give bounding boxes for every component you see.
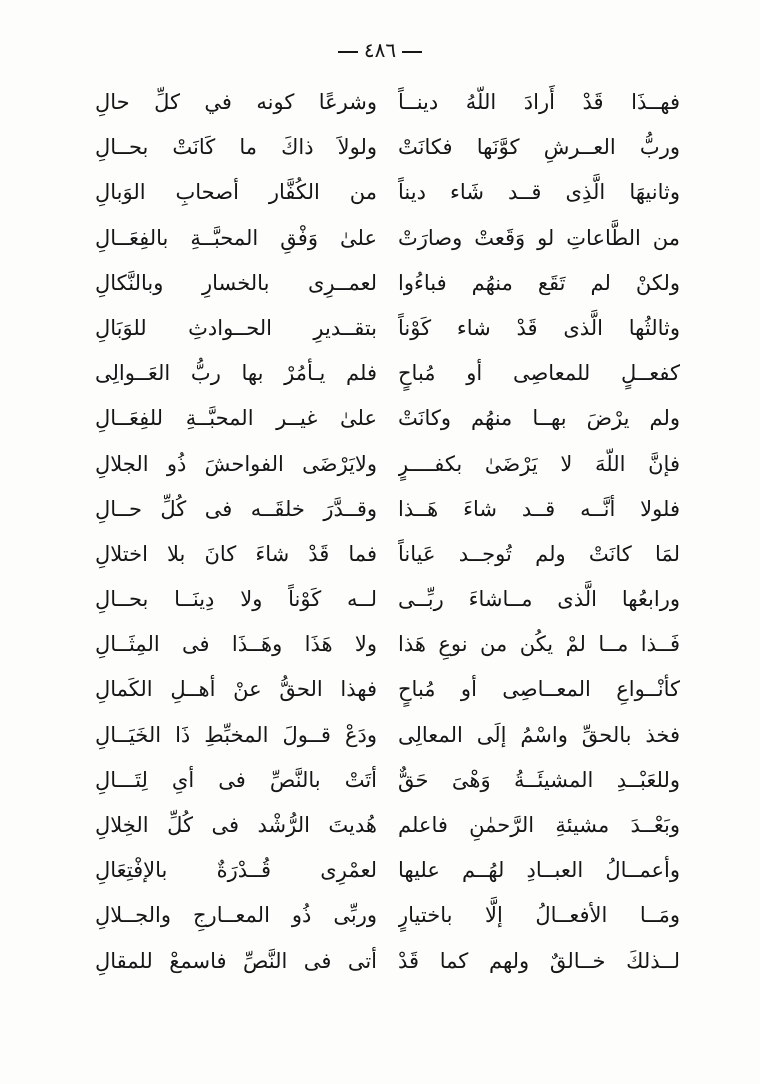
verse-first-hemistich: كأنْــواعِ المعــاصِى أو مُباحٍ [398, 677, 680, 702]
verse-second-hemistich: فهذا الحقُّ عنْ أهــلِ الكَمالِ [95, 677, 377, 702]
verse-second-hemistich: علىٰ غيــر المحبَّــةِ للفِعَــالِ [95, 406, 377, 431]
verse-second-hemistich: فلم يـأمُرْ بها ربُّ العَــوالِى [95, 361, 377, 386]
verse [95, 532, 680, 577]
verse-second-hemistich: لــه كَوْناً ولا دِينَــا بحــالِ [95, 587, 377, 612]
verse-second-hemistich: ولولاَ ذاكَ ما كَانَتْ بحــالِ [95, 135, 377, 160]
verse [95, 216, 680, 261]
verse-first-hemistich: وبَعْــدَ مشيئةِ الرَّحمٰنِ فاعلم [398, 813, 680, 837]
verse [95, 80, 680, 125]
verse-second-hemistich: أتى فى النَّصِّ فاسمعْ للمقالِ [95, 948, 377, 973]
verse-second-hemistich: هُديتَ الرُّشْد فى كُلِّ الخِلالِ [95, 813, 377, 837]
verse [95, 261, 680, 306]
verse-first-hemistich: فخذ بالحقِّ واسْمُ إلَى المعالِى [398, 722, 680, 747]
page-number-dash-left [338, 51, 358, 53]
verse-first-hemistich: وثالثُها الَّذى قَدْ شاء كَوْناً [398, 315, 680, 340]
poem [95, 80, 680, 984]
verse-second-hemistich: أتَتْ بالنَّصِّ فى أىِ لِتَـــالِ [95, 767, 377, 792]
verse-first-hemistich: وأعمــالُ العبــادِ لهُــم عليها [398, 858, 680, 883]
verse [95, 713, 680, 758]
verse [95, 667, 680, 712]
verse-second-hemistich: ولا هَذَا وهَــذَا فى المِثَــالِ [95, 632, 377, 657]
verse-second-hemistich: لعمــرِى بالخسارِ وبالنَّكالِ [95, 270, 377, 295]
verse-first-hemistich: كفعــلٍ للمعاصِى أو مُباحٍ [398, 361, 680, 386]
verse-first-hemistich: ولم يرْضَ بهــا منهُم وكانَتْ [398, 406, 680, 431]
verse [95, 893, 680, 938]
verse-second-hemistich: وربِّى ذُو المعــارجِ والجــلالِ [95, 903, 377, 928]
verse-second-hemistich: فما قَدْ شاءَ كانَ بلا اختلالِ [95, 541, 377, 566]
verse-first-hemistich: لمَا كانَتْ ولم تُوجــد عَياناً [398, 541, 680, 566]
verse [95, 351, 680, 396]
verse-first-hemistich: ولكنْ لم تَقَع منهُم فباءُوا [398, 270, 680, 295]
verse-second-hemistich: وشرعًا كونه في كلِّ حالِ [95, 90, 377, 114]
verse-first-hemistich: فهــذَا قَدْ أَرادَ اللّهُ دينــاً [398, 90, 680, 114]
verse-first-hemistich: ومَــا الأفعــالُ إلَّا باختيارٍ [398, 903, 680, 928]
verse [95, 622, 680, 667]
verse-first-hemistich: وربُّ العــرشِ كوَّنَها فكانَتْ [398, 135, 680, 160]
verse-first-hemistich: وثانيهَا الَّذِى قــد شَاء ديناً [398, 180, 680, 205]
verse [95, 848, 680, 893]
page-number [0, 38, 760, 62]
verse [95, 758, 680, 803]
verse-second-hemistich: من الكُفَّار أصحابِ الوَبالِ [95, 180, 377, 205]
verse-second-hemistich: وقــدَّرَ خلقَــه فى كُلِّ حــالِ [95, 496, 377, 521]
verse-second-hemistich: علىٰ وَفْقِ المحبَّــةِ بالفِعَــالِ [95, 225, 377, 250]
verse-first-hemistich: وللعَبْــدِ المشيئَــةُ وَهْىَ حَقٌّ [398, 767, 680, 792]
verse [95, 577, 680, 622]
verse-first-hemistich: فلولا أنَّــه قــد شاءَ هَــذا [398, 496, 680, 521]
verse-first-hemistich: فإنَّ اللّهَ لا يَرْضَىٰ بكفــــرٍ [398, 451, 680, 476]
verse-second-hemistich: ودَعْ قــولَ المخبِّطِ ذَا الخَيَــالِ [95, 722, 377, 747]
verse-first-hemistich: من الطَّاعاتِ لو وَقَعتْ وصارَتْ [398, 225, 680, 250]
verse [95, 803, 680, 848]
verse [95, 170, 680, 215]
verse-first-hemistich: فَــذا مــا لمْ يكُن من نوعِ هَذا [398, 632, 680, 657]
verse [95, 939, 680, 984]
page-number-text: ٤٨٦ [363, 38, 397, 62]
verse [95, 306, 680, 351]
verse [95, 396, 680, 441]
verse [95, 125, 680, 170]
verse [95, 487, 680, 532]
page-number-dash-right [402, 51, 422, 53]
verse [95, 442, 680, 487]
verse-first-hemistich: لــذلكَ خــالقٌ ولهم كما قَدْ [398, 948, 680, 973]
verse-second-hemistich: ولايَرْضَى الفواحشَ ذُو الجلالِ [95, 451, 377, 476]
verse-second-hemistich: بتقــديرِ الحــوادثِ للوَبَالِ [95, 315, 377, 340]
verse-first-hemistich: ورابعُها الَّذى مــاشاءَ ربِّــى [398, 587, 680, 612]
verse-second-hemistich: لعمْرِى قُــدْرَةٌ بالإفْتِعَالِ [95, 858, 377, 883]
